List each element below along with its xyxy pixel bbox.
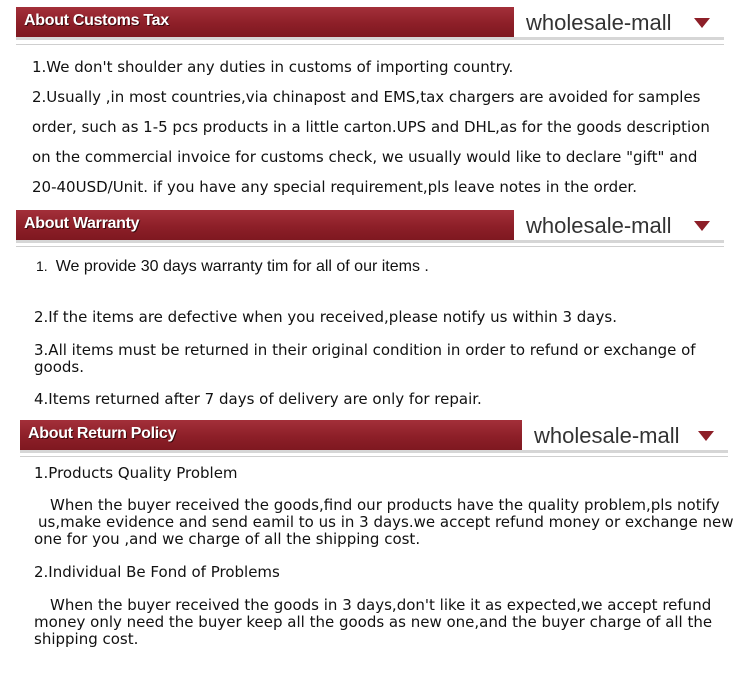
- warranty-item-2: 2.If the items are defective when you received,please notify us within 3 days.: [34, 308, 617, 326]
- return-heading-2: 2.Individual Be Fond of Problems: [34, 563, 280, 581]
- divider: [16, 246, 724, 247]
- customs-line: order, such as 1-5 pcs products in a little carton.UPS and DHL,as for the goods description: [32, 118, 710, 136]
- customs-tax-banner: [16, 7, 724, 40]
- brand-tab: [514, 210, 724, 240]
- warranty-banner: [16, 210, 724, 243]
- customs-line: on the commercial invoice for customs check, we usually would like to declare "gift" and: [32, 148, 698, 166]
- customs-line: 1.We don't shoulder any duties in customs of importing country.: [32, 58, 514, 76]
- divider: [20, 456, 728, 457]
- customs-tax-body: [32, 52, 732, 202]
- chevron-down-icon: [694, 18, 710, 28]
- chevron-down-icon: [698, 431, 714, 441]
- brand-tab: [514, 7, 724, 37]
- return-paragraph-2-line: When the buyer received the goods in 3 days,don't like it as expected,we accept refund: [50, 596, 712, 614]
- return-paragraph-2: [34, 597, 750, 648]
- customs-line: 2.Usually ,in most countries,via chinapost and EMS,tax chargers are avoided for samples: [32, 88, 701, 106]
- warranty-item-3: 3.All items must be returned in their original condition in order to refund or exchange of goods.: [34, 341, 696, 376]
- return-policy-banner: [20, 420, 728, 453]
- return-paragraph-1: [34, 497, 750, 548]
- divider: [16, 44, 724, 45]
- warranty-item-1: [36, 258, 429, 276]
- brand-name: wholesale-mall: [526, 213, 672, 238]
- customs-line: 20-40USD/Unit. if you have any special requirement,pls leave notes in the order.: [32, 178, 637, 196]
- warranty-item-1-text: We provide 30 days warranty tim for all of our items .: [55, 258, 429, 275]
- return-paragraph-1-line: one for you ,and we charge of all the shipping cost.: [34, 530, 421, 548]
- brand-tab: [522, 420, 728, 450]
- brand-name: wholesale-mall: [534, 423, 680, 448]
- return-heading-1: 1.Products Quality Problem: [34, 464, 238, 482]
- return-paragraph-2-line: money only need the buyer keep all the goods as new one,and the buyer charge of all the: [34, 613, 713, 631]
- warranty-item-1-number: 1.: [36, 258, 48, 274]
- warranty-title: About Warranty: [24, 215, 140, 232]
- chevron-down-icon: [694, 221, 710, 231]
- return-policy-title: About Return Policy: [28, 425, 177, 442]
- return-paragraph-1-line: us,make evidence and send eamil to us in 3 days.we accept refund money or exchange new: [38, 513, 734, 531]
- customs-tax-title: About Customs Tax: [24, 12, 169, 29]
- warranty-item-4: 4.Items returned after 7 days of delivery are only for repair.: [34, 390, 482, 408]
- return-paragraph-2-line: shipping cost.: [34, 630, 139, 648]
- return-paragraph-1-line: When the buyer received the goods,find our products have the quality problem,pls notify: [50, 496, 720, 514]
- brand-name: wholesale-mall: [526, 10, 672, 35]
